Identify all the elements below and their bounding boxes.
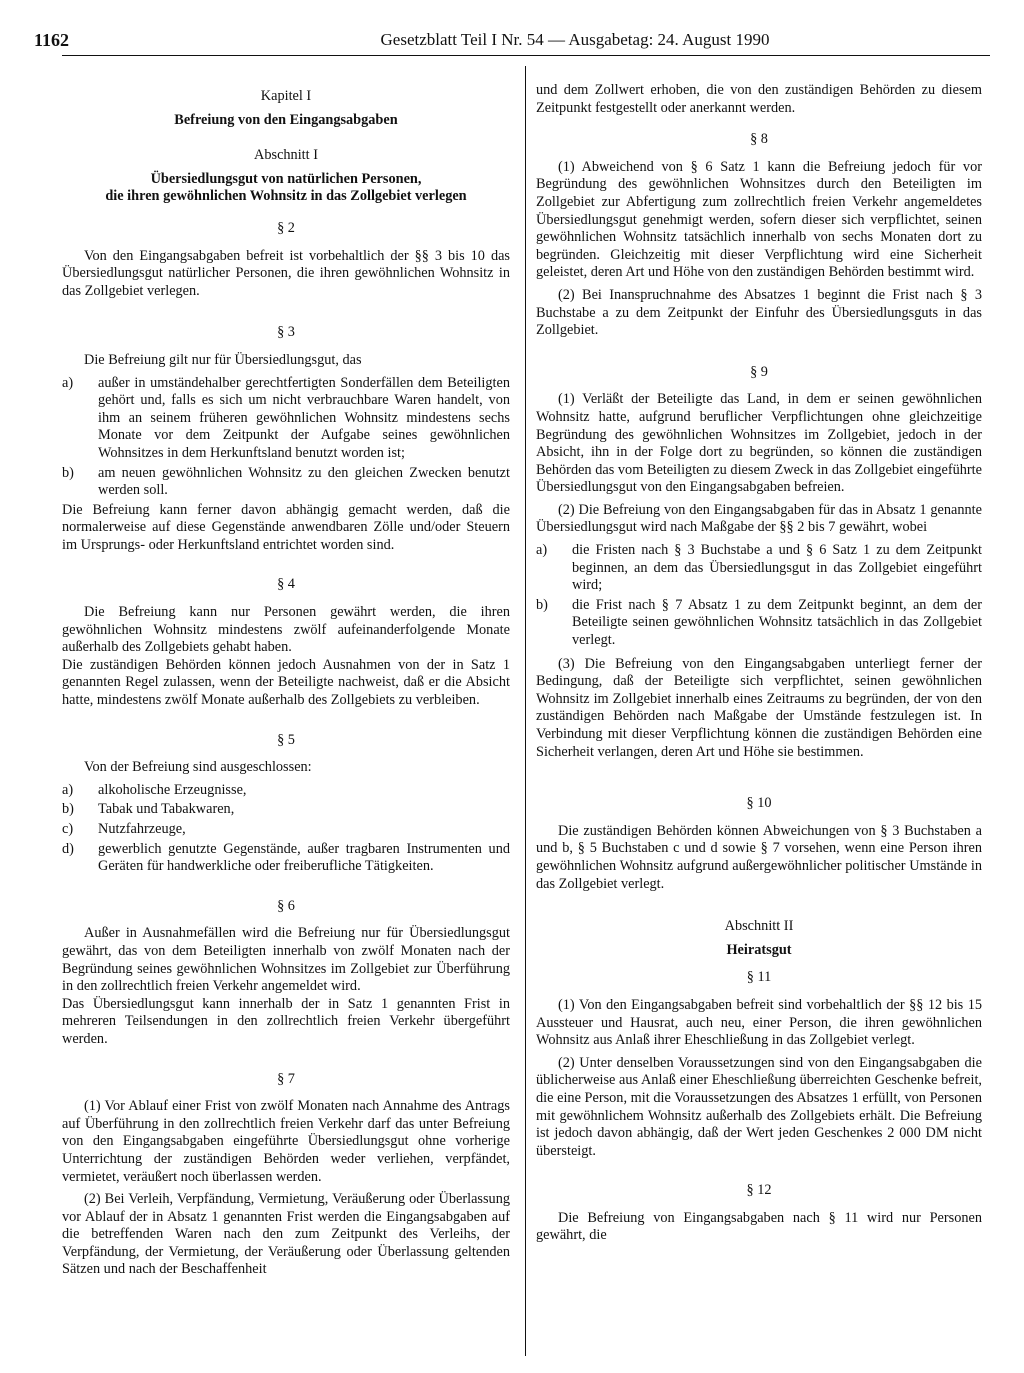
list-item (536, 542, 982, 595)
paragraph-3-closing: Die Befreiung kann ferner davon abhängig gemacht werden, daß die normalerweise auf diese Gegenstände anwendbaren Zölle und/oder Steuern im Ursprungs- oder Herkunftsland entrichtet worden sind. (62, 501, 510, 553)
list-item-label: a) (62, 781, 74, 798)
paragraph-9-text-1: (1) Verläßt der Beteiligte das Land, in dem er seinen gewöhnlichen Wohnsitz hatte, aufgrund beruflicher Verpflichtungen ohne gleichzeitige Begründung des gewöhnlichen Wohnsitzes im Zollgebiet, jedoch in der Absicht, ihn in der Folge dort zu begründen, so können die zuständigen Behörden das vom Beteiligten zu diesem Zweck in das Zollgebiet eingeführte Übersiedlungsgut von den Eingangsabgaben befreien. (536, 391, 982, 496)
paragraph-9-text-2: (2) Die Befreiung von den Eingangsabgaben für das in Absatz 1 genannte Übersiedlungsgut wird nach Maßgabe der §§ 2 bis 7 gewährt, wobei (536, 501, 982, 536)
list-item-text: die Fristen nach § 3 Buchstabe a und § 6 Satz 1 zu dem Zeitpunkt beginnen, an dem das Übersiedlungsgut in das Zollgebiet eingeführt wird; (572, 542, 982, 594)
list-item-text: gewerblich genutzte Gegenstände, außer tragbaren Instrumenten und Geräten für handwerkliche oder freiberufliche Tätigkeiten. (98, 840, 510, 875)
chapter-title: Befreiung von den Eingangsabgaben (174, 111, 398, 128)
chapter-label: Kapitel I (260, 88, 312, 104)
paragraph-7-text-1: (1) Vor Ablauf einer Frist von zwölf Monaten nach Annahme des Antrags auf Überführung in den zollrechtlich freien Verkehr darf das unter Befreiung von den Eingangsabgaben eingeführte Übersiedlungsgut ohne vorherige Unterrichtung der zuständigen Behörden weder verliehen, verpfändet, vermietet, veräußert noch überlassen werden. (62, 1098, 510, 1185)
left-column (62, 82, 510, 1284)
paragraph-10-text: Die zuständigen Behörden können Abweichungen von § 3 Buchstaben a und b, § 5 Buchstaben c und d sowie § 7 vorsehen, wenn eine Person ihren gewöhnlichen Wohnsitz aufgrund außergewöhnlicher politischer Umstände in das Zollgebiet verlegt. (536, 822, 982, 892)
column-divider (525, 66, 526, 1356)
section-2-title: Heiratsgut (726, 941, 792, 958)
paragraph-11-text-1: (1) Von den Eingangsabgaben befreit sind vorbehaltlich der §§ 12 bis 15 Aussteuer und Hausrat, auch neu, einer Person, die ihren gewöhnlichen Wohnsitz aus Anlaß ihrer Eheschließung in das Zollgebiet verlegt. (536, 996, 982, 1049)
page-number: 1162 (34, 30, 70, 50)
paragraph-7-heading: § 7 (277, 1070, 295, 1087)
paragraph-4-text-2: Die zuständigen Behörden können jedoch Ausnahmen von der in Satz 1 genannten Regel zulassen, wenn der Beteiligte nachweist, daß er die Absicht hatte, mindestens zwölf Monate außerhalb des Zollgebiets zu verbleiben. (62, 656, 510, 709)
running-header: Gesetzblatt Teil I Nr. 54 — Ausgabetag: 24. August 1990 (380, 30, 770, 49)
paragraph-8-heading: § 8 (750, 131, 768, 148)
list-item-label: a) (536, 542, 548, 559)
section-label: Abschnitt I (254, 147, 318, 164)
list-item (62, 782, 510, 800)
list-item (62, 801, 510, 819)
paragraph-6-text-1: Außer in Ausnahmefällen wird die Befreiung nur für Übersiedlungsgut gewährt, das von dem Beteiligten innerhalb von zwölf Monaten nach der Begründung seines gewöhnlichen Wohnsitzes im Zollgebiet zur Überführung in den zollrechtlich freien Verkehr angemeldet wird. (62, 925, 510, 995)
list-item (536, 597, 982, 650)
section-title-line-2: die ihren gewöhnlichen Wohnsitz in das Zollgebiet verlegen (105, 188, 467, 205)
paragraph-4-text-1: Die Befreiung kann nur Personen gewährt werden, die ihren gewöhnlichen Wohnsitz mindestens zwölf aufeinanderfolgende Monate außerhalb des Zollgebiets gehabt haben. (62, 604, 510, 656)
list-item-label: b) (536, 596, 548, 613)
paragraph-3-heading: § 3 (277, 324, 295, 341)
list-item-label: b) (62, 801, 74, 818)
paragraph-3-intro: Die Befreiung gilt nur für Übersiedlungsgut, das (84, 351, 362, 368)
paragraph-10-heading: § 10 (746, 795, 772, 812)
paragraph-12-text: Die Befreiung von Eingangsabgaben nach § 11 wird nur Personen gewährt, die (536, 1209, 982, 1244)
continuation-text: und dem Zollwert erhoben, die von den zuständigen Behörden zu diesem Zeitpunkt festgestellt oder anerkannt werden. (536, 82, 982, 116)
paragraph-4-heading: § 4 (277, 576, 295, 593)
list-item-label: d) (62, 840, 74, 857)
paragraph-11-heading: § 11 (746, 969, 772, 986)
list-item-text: außer in umständehalber gerechtfertigten Sonderfällen dem Beteiligten gehört und, falls es sich um nicht verbrauchbare Waren handelt, von ihm an seinem früheren gewöhnlichen Wohnsitz mindestens sechs Monate vor dem Zeitpunkt der Aufgabe seines gewöhnlichen Wohnsitzes in dem Herkunftsland benutzt worden ist; (98, 374, 510, 461)
list-item (62, 375, 510, 463)
header-rule (62, 55, 990, 56)
list-item-label: c) (62, 821, 74, 837)
paragraph-9-heading: § 9 (750, 363, 768, 380)
list-item-label: a) (62, 374, 74, 391)
paragraph-5-intro: Von der Befreiung sind ausgeschlossen: (84, 759, 312, 776)
paragraph-2-text: Von den Eingangsabgaben befreit ist vorbehaltlich der §§ 3 bis 10 das Übersiedlungsgut natürlicher Personen, die ihren gewöhnlichen Wohnsitz in das Zollgebiet verlegen. (62, 247, 510, 299)
paragraph-6-text-2: Das Übersiedlungsgut kann innerhalb der in Satz 1 genannten Frist in mehreren Teilsendungen in den zollrechtlich freien Verkehr übergeführt werden. (62, 995, 510, 1047)
paragraph-5-heading: § 5 (277, 731, 295, 748)
paragraph-11-text-2: (2) Unter denselben Voraussetzungen sind von den Eingangsabgaben die üblicherweise aus Anlaß einer Eheschließung überreichten Geschenke befreit, die eine Person, mit die Voraussetzungen des Absatzes 1 erfüllt, von Personen mit gewöhnlichem Wohnsitz außerhalb des Zollgebiets erhält. Die Befreiung ist jedoch davon abhängig, daß der Wert jeden Geschenkes 2 000 DM nicht übersteigt. (536, 1054, 982, 1159)
section-2-label: Abschnitt II (724, 918, 794, 935)
list-item-text: am neuen gewöhnlichen Wohnsitz zu den gleichen Zwecken benutzt werden soll. (98, 464, 510, 499)
right-column (536, 82, 982, 1250)
list-item (62, 465, 510, 500)
paragraph-9-text-3: (3) Die Befreiung von den Eingangsabgaben unterliegt ferner der Bedingung, daß der Beteiligte sich verpflichtet, seinen gewöhnlichen Wohnsitz im Zollgebiet innerhalb eines Zeitraums zu begründen, der von den zuständigen Behörden nach Maßgabe der Umstände festzulegen ist. In Verbindung mit dieser Verpflichtung können die zuständigen Behörden eine Sicherheit verlangen, deren Art und Höhe sie bestimmen. (536, 655, 982, 760)
section-title-line-1: Übersiedlungsgut von natürlichen Personen, (150, 170, 422, 187)
paragraph-6-heading: § 6 (277, 897, 295, 914)
list-item-text: Nutzfahrzeuge, (98, 821, 186, 837)
list-item-label: b) (62, 464, 74, 481)
list-item-text: alkoholische Erzeugnisse, (98, 781, 247, 798)
list-item-text: die Frist nach § 7 Absatz 1 zu dem Zeitpunkt beginnt, an dem der Beteiligte seinen gewöhnlichen Wohnsitz tatsächlich in das Zollgebiet verlegt. (572, 596, 982, 649)
list-item-text: Tabak und Tabakwaren, (98, 801, 235, 818)
paragraph-8-text-2: (2) Bei Inanspruchnahme des Absatzes 1 beginnt die Frist nach § 3 Buchstabe a zu dem Zeitpunkt der Einfuhr des Übersiedlungsguts in das Zollgebiet. (536, 286, 982, 339)
paragraph-8-text-1: (1) Abweichend von § 6 Satz 1 kann die Befreiung jedoch für vor Begründung des gewöhnlichen Wohnsitzes durch den Beteiligten im Zollgebiet zur Abfertigung zum zollrechtlich freien Verkehr angemeldetes Übersiedlungsgut genehmigt werden, sofern dieser sich verpflichtet, seinen gewöhnlichen Wohnsitz tatsächlich innerhalb von sechs Monaten dort zu begründen. Gleichzeitig mit dieser Verpflichtung wird eine Sicherheit geleistet, deren Art und Höhe von den zuständigen Behörden bestimmt wird. (536, 158, 982, 281)
list-item (62, 821, 510, 839)
list-item (62, 841, 510, 876)
paragraph-2-heading: § 2 (277, 219, 295, 236)
paragraph-12-heading: § 12 (746, 1182, 772, 1199)
paragraph-7-text-2: (2) Bei Verleih, Verpfändung, Vermietung, Veräußerung oder Überlassung vor Ablauf der in Absatz 1 genannten Frist werden die Eingangsabgaben auf die betreffenden Waren nach den zum Zeitpunkt des Verleihs, der Verpfändung, der Vermietung, der Veräußerung oder Überlassung geltenden Sätzen und nach der Beschaffenheit (62, 1191, 510, 1278)
